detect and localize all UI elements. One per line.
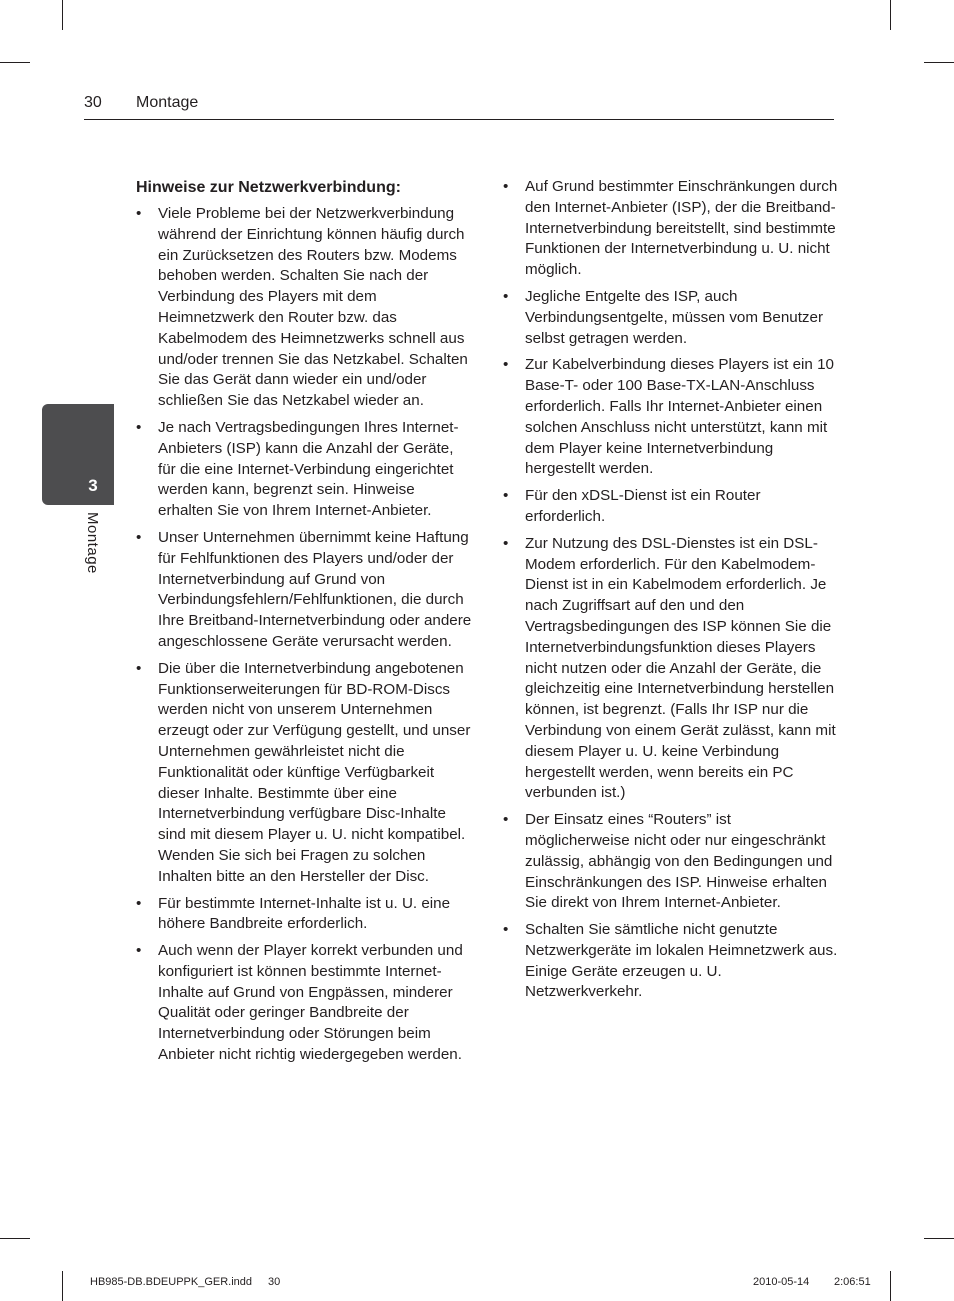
list-item-text: Auch wenn der Player korrekt verbunden und konfiguriert ist können bestimmte Internet-Inhalte auf Grund von Engpässen, minderer Qualität oder geringer Bandbreite der Internetverbindung oder Störungen beim Anbieter nicht richtig wiedergegeben werden. <box>158 942 463 1064</box>
bullet-icon: • <box>503 811 509 829</box>
bullet-icon: • <box>503 356 509 374</box>
chapter-number: 3 <box>88 476 98 495</box>
list-item-text: Für den xDSL-Dienst ist ein Router erforderlich. <box>525 487 761 525</box>
list-item <box>136 941 472 1066</box>
bullet-icon: • <box>503 534 509 552</box>
bullet-icon: • <box>136 894 142 912</box>
list-item-text: Je nach Vertragsbedingungen Ihres Internet-Anbieters (ISP) kann die Anzahl der Geräte, für die eine Internet-Verbindung eingerichtet werden kann, begrenzt sein. Hinweise erhalten Sie von Ihrem Internet-Anbieter. <box>158 418 459 520</box>
list-item-text: Auf Grund bestimmter Einschränkungen durch den Internet-Anbieter (ISP), der die Breitband-Internetverbindung bereitstellt, sind bestimmte Funktionen der Internetverbindung u. U. nicht möglich. <box>525 178 838 279</box>
crop-mark-bottom-right-v <box>890 1271 891 1301</box>
bullet-icon: • <box>136 418 142 436</box>
list-item-text: Jegliche Entgelte des ISP, auch Verbindungsentgelte, müssen vom Benutzer selbst getragen werden. <box>525 287 824 347</box>
bullet-icon: • <box>503 287 509 305</box>
list-item <box>503 287 839 349</box>
left-column <box>136 177 472 1072</box>
crop-mark-top-right-v <box>890 0 891 30</box>
crop-mark-bottom-right-h <box>924 1238 954 1239</box>
page-header <box>84 94 834 120</box>
bullet-icon: • <box>136 528 142 546</box>
page-number: 30 <box>84 94 102 111</box>
section-heading: Hinweise zur Netzwerkverbindung: <box>136 179 401 196</box>
crop-mark-top-right-h <box>924 62 954 63</box>
chapter-tab <box>42 404 114 505</box>
list-item <box>136 528 472 653</box>
bullet-icon: • <box>136 659 142 677</box>
list-item <box>503 486 839 528</box>
list-item <box>136 204 472 412</box>
list-item-text: Zur Nutzung des DSL-Dienstes ist ein DSL-Modem erforderlich. Für den Kabelmodem-Dienst ist in ein Kabelmodem erforderlich. Je nach Zugriffsart auf den und den Vertragsbedingungen des ISP können Sie die Internetverbindungsfunktion dieses Players nicht nutzen oder die Anzahl der Geräte, die gleichzeitig eine Internetverbindung herstellen können, ist begrenzt. (Falls Ihr ISP nur die Verbindung von einem Gerät zulässt, kann mit diesem Player u. U. keine Verbindung hergestellt werden, wenn bereits ein PC verbunden ist.) <box>525 534 836 802</box>
chapter-label: Montage <box>84 512 101 574</box>
left-bullet-list <box>136 204 472 1066</box>
bullet-icon: • <box>136 205 142 222</box>
list-item <box>136 894 472 936</box>
footer-filename: HB985-DB.BDEUPPK_GER.indd <box>90 1276 253 1288</box>
list-item <box>503 355 839 480</box>
list-item-text: Unser Unternehmen übernimmt keine Haftung für Fehlfunktionen des Players und/oder der Internetverbindung auf Grund von Verbindungsfehlern/Fehlfunktionen, die durch Ihre Breitband-Internetverbindung oder andere angeschlossene Geräte verursacht werden. <box>158 528 472 650</box>
list-item-text: Viele Probleme bei der Netzwerkverbindung während der Einrichtung können häufig durch ein Zurücksetzen des Routers bzw. Modems behoben werden. Schalten Sie nach der Verbindung des Players mit dem Heimnetzwerk den Router bzw. das Kabelmodem des Heimnetzwerks schnell aus und/oder trennen Sie das Netzkabel. Schalten Sie das Gerät dann wieder ein und/oder schließen Sie das Netzkabel wieder an. <box>158 205 468 410</box>
list-item-text: Schalten Sie sämtliche nicht genutzte Netzwerkgeräte im lokalen Heimnetzwerk aus. Einige Geräte erzeugen u. U. Netzwerkverkehr. <box>525 921 838 1001</box>
list-item <box>503 534 839 804</box>
crop-mark-bottom-left-v <box>62 1271 63 1301</box>
bullet-icon: • <box>503 487 509 505</box>
bullet-icon: • <box>136 942 142 960</box>
list-item <box>136 659 472 888</box>
crop-mark-top-left-v <box>62 0 63 30</box>
list-item <box>503 920 839 1003</box>
crop-mark-top-left-h <box>0 62 30 63</box>
list-item-text: Der Einsatz eines “Routers” ist möglicherweise nicht oder nur eingeschränkt zulässig, abhängig von den Bedingungen und Einschränkungen des ISP. Hinweise erhalten Sie direkt von Ihrem Internet-Anbieter. <box>525 811 833 912</box>
list-item-text: Für bestimmte Internet-Inhalte ist u. U. eine höhere Bandbreite erforderlich. <box>158 894 451 933</box>
footer-time: 2:06:51 <box>834 1276 871 1288</box>
right-column <box>503 177 839 1009</box>
list-item-text: Die über die Internetverbindung angebotenen Funktionserweiterungen für BD-ROM-Discs werden nicht von unserem Unternehmen erzeugt oder zur Verfügung gestellt, und unser Unternehmen gewährleistet nicht die Funktionalität oder künftige Verfügbarkeit dieser Inhalte. Bestimmte über eine Internetverbindung verfügbare Disc-Inhalte sind mit diesem Player u. U. nicht kompatibel. Wenden Sie sich bei Fragen zu solchen Inhalten bitte an den Hersteller der Disc. <box>158 659 471 885</box>
crop-mark-bottom-left-h <box>0 1238 30 1239</box>
list-item <box>503 810 839 914</box>
header-section-name: Montage <box>136 94 199 111</box>
right-bullet-list <box>503 177 839 1003</box>
list-item <box>503 177 839 281</box>
bullet-icon: • <box>503 178 509 195</box>
list-item-text: Zur Kabelverbindung dieses Players ist ein 10 Base-T- oder 100 Base-TX-LAN-Anschluss erforderlich. Falls Ihr Internet-Anbieter einen solchen Anschluss nicht unterstützt, kann mit dem Player keine Internetverbindung hergestellt werden. <box>525 356 834 478</box>
footer-page: 30 <box>268 1276 281 1288</box>
bullet-icon: • <box>503 921 509 939</box>
footer-date: 2010-05-14 <box>753 1276 810 1288</box>
list-item <box>136 418 472 522</box>
